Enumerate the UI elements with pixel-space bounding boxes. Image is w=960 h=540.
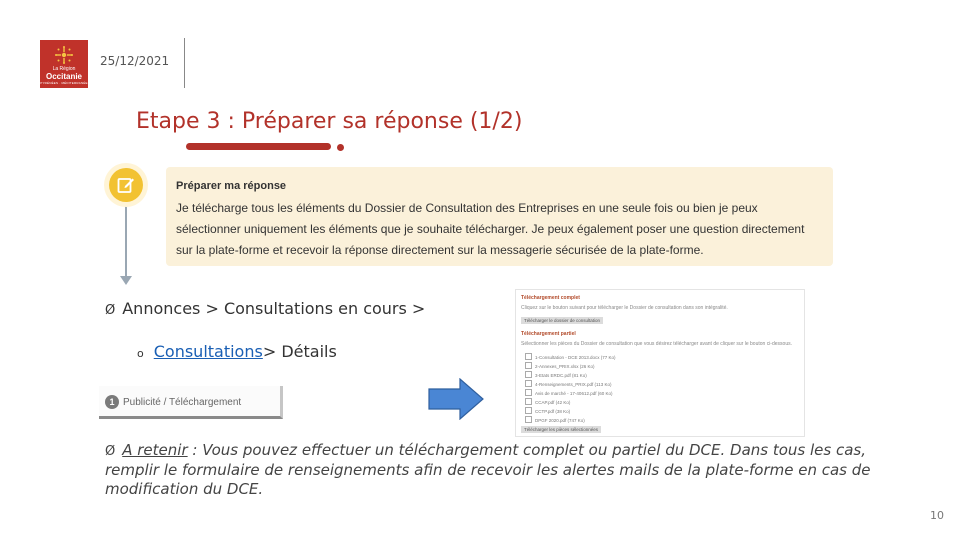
step-panel-title: Préparer ma réponse xyxy=(176,180,287,192)
file-row[interactable] xyxy=(525,407,570,414)
file-name: 3-Etats ERDC.pdf (81 Ko) xyxy=(535,373,587,378)
region-logo xyxy=(40,40,88,88)
file-row[interactable] xyxy=(525,353,616,360)
logo-line-3: PYRÉNÉES · MÉDITERRANÉE xyxy=(40,81,88,85)
slide-date: 25/12/2021 xyxy=(100,54,170,68)
occitan-cross-icon xyxy=(54,46,74,64)
tab-label: Publicité / Téléchargement xyxy=(123,397,242,408)
file-name: 2-Annexes_PRIX.xlsx (26 Ko) xyxy=(535,364,595,369)
title-underline-bar xyxy=(186,143,331,150)
file-row[interactable] xyxy=(525,362,595,369)
file-row[interactable] xyxy=(525,416,585,423)
bullet-circle-icon: o xyxy=(137,347,144,360)
step-panel-text: Je télécharge tous les éléments du Dossier de Consultation des Entreprises en une seule fois ou bien je peux sélectionner uniquement les éléments que je souhaite télécharger. Je peux également poser une question directement sur la plate-forme et recevoir la réponse directement sur la messagerie sécurisée de la plate-forme. xyxy=(176,201,805,257)
file-name: 1-Consultation - DCE 2013.docx (77 Ko) xyxy=(535,355,616,360)
title-underline-dot xyxy=(337,144,344,151)
file-checkbox[interactable] xyxy=(525,407,532,414)
file-checkbox[interactable] xyxy=(525,380,532,387)
timeline-line xyxy=(125,205,127,277)
file-row[interactable] xyxy=(525,380,611,387)
note-text: : Vous pouvez effectuer un téléchargement complet ou partiel du DCE. Dans tous les cas, remplir le formulaire de renseignements afin de recevoir les alertes mails de la plate-forme en cas de modification du DCE. xyxy=(105,441,871,498)
file-name: 4-Renseignements_PRIX.pdf (113 Ko) xyxy=(535,382,612,387)
timeline-arrowhead xyxy=(120,276,132,285)
logo-line-2: Occitanie xyxy=(45,72,82,81)
bullet-navigation-path xyxy=(105,299,425,318)
note-arrow-icon: Ø xyxy=(105,444,116,459)
file-name: CCTP.pdf (38 Ko) xyxy=(535,409,571,414)
complete-download-button[interactable]: Télécharger le dossier de consultation xyxy=(521,317,603,324)
consultations-link[interactable]: Consultations xyxy=(153,342,263,361)
download-panel-screenshot xyxy=(515,289,805,437)
file-row[interactable] xyxy=(525,398,570,405)
bullet-arrow-icon: Ø xyxy=(105,303,116,318)
file-row[interactable] xyxy=(525,389,612,396)
file-name: CCAP.pdf (42 Ko) xyxy=(535,400,571,405)
file-row[interactable] xyxy=(525,371,587,378)
file-checkbox[interactable] xyxy=(525,353,532,360)
file-checkbox[interactable] xyxy=(525,416,532,423)
slide-title: Etape 3 : Préparer sa réponse (1/2) xyxy=(136,109,523,134)
complete-download-text: Cliquez sur le bouton suivant pour télécharger le Dossier de consultation dans son intégralité. xyxy=(521,305,728,311)
file-checkbox[interactable] xyxy=(525,389,532,396)
file-name: DPGF 2020.pdf (747 Ko) xyxy=(535,418,585,423)
complete-download-heading: Téléchargement complet xyxy=(521,295,580,301)
edit-note-icon xyxy=(117,176,135,194)
header-divider xyxy=(184,38,185,88)
step-icon-badge xyxy=(109,168,143,202)
file-checkbox[interactable] xyxy=(525,371,532,378)
file-checkbox[interactable] xyxy=(525,398,532,405)
details-text: > Détails xyxy=(262,342,337,361)
file-name: Avis de marché - 17-40612.pdf (60 Ko) xyxy=(535,391,613,396)
page-number: 10 xyxy=(930,509,944,522)
partial-download-text: Sélectionner les pièces du Dossier de consultation que vous désirez télécharger avant de cliquer sur le bouton ci-dessous. xyxy=(521,341,792,347)
tab-number-badge: 1 xyxy=(105,395,119,409)
note-lead: A retenir xyxy=(122,441,188,459)
publicite-telechargement-tab[interactable] xyxy=(99,386,283,419)
bullet-consultations-details xyxy=(137,342,337,361)
bullet-navigation-text: Annonces > Consultations en cours > xyxy=(122,299,426,318)
logo-line-1: La Région xyxy=(52,66,76,72)
right-arrow-icon xyxy=(428,378,484,420)
file-checkbox[interactable] xyxy=(525,362,532,369)
note-paragraph xyxy=(105,441,895,499)
partial-download-button[interactable]: Télécharger les pièces sélectionnées xyxy=(521,426,601,433)
partial-download-heading: Téléchargement partiel xyxy=(521,331,576,337)
